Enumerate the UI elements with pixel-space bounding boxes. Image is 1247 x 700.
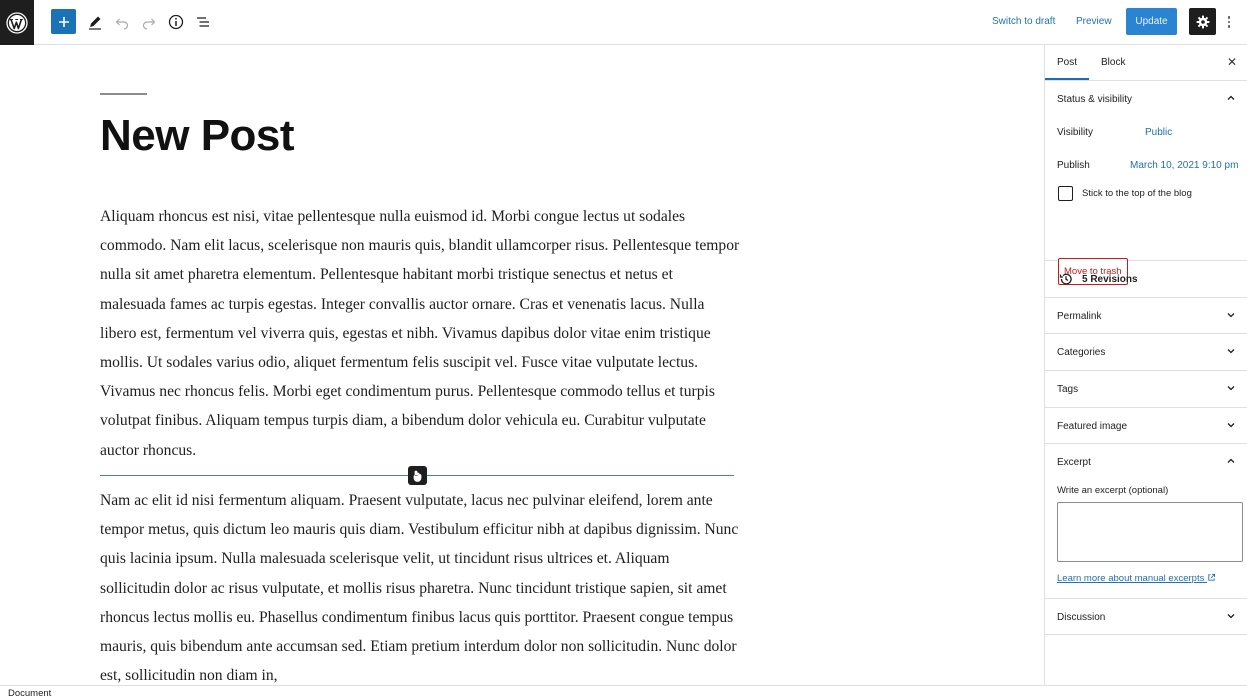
visibility-row [1045,117,1247,150]
redo-icon [141,14,157,30]
publish-date-toggle[interactable]: March 10, 2021 9:10 pm [1130,160,1239,171]
visibility-toggle[interactable]: Public [1145,127,1173,138]
chevron-down-icon [1225,610,1237,622]
close-icon[interactable]: ✕ [1226,55,1237,69]
panel-tags[interactable] [1045,371,1247,408]
preview-button[interactable]: Preview [1076,16,1112,27]
info-icon [168,14,184,30]
publish-row [1045,150,1247,183]
excerpt-textarea[interactable] [1057,502,1243,562]
switch-to-draft-button[interactable]: Switch to draft [992,16,1056,27]
settings-sidebar [1044,45,1247,685]
revisions-button[interactable] [1045,261,1247,298]
footer-breadcrumb [0,685,1247,700]
top-toolbar [0,0,1247,45]
sticky-label[interactable]: Stick to the top of the blog [1082,188,1192,199]
history-icon [1059,272,1073,286]
panel-permalink[interactable] [1045,298,1247,334]
panel-featured-image[interactable] [1045,408,1247,444]
learn-more-excerpts-link[interactable] [1057,573,1216,584]
undo-button[interactable] [109,9,135,35]
panel-toggle-excerpt[interactable] [1045,444,1247,480]
undo-icon [114,14,130,30]
pencil-icon [87,14,103,30]
sidebar-tabs [1045,45,1247,81]
panel-title: Discussion [1057,612,1106,623]
revisions-label: 5 Revisions [1082,274,1138,285]
list-view-icon [195,14,211,30]
panel-title: Status & visibility [1057,94,1133,105]
post-title[interactable]: New Post [100,111,295,160]
block-inserter-icon [412,470,423,482]
external-link-icon [1207,573,1216,582]
panel-discussion[interactable] [1045,599,1247,635]
panel-categories[interactable] [1045,334,1247,371]
title-separator [100,93,147,95]
tab-post[interactable]: Post [1057,57,1078,68]
panel-excerpt [1045,444,1247,599]
tools-button[interactable] [82,9,108,35]
update-button[interactable]: Update [1126,8,1177,35]
panel-toggle-status-visibility[interactable] [1045,81,1247,117]
redo-button[interactable] [136,9,162,35]
chevron-down-icon [1225,345,1237,357]
move-to-trash-button[interactable]: Move to trash [1058,258,1128,285]
panel-title: Featured image [1057,421,1128,432]
paragraph-block[interactable]: Nam ac elit id nisi fermentum aliquam. Praesent vulputate, lacus nec pulvinar eleifend, lorem ante tempor metus, quis dictum leo mauris quis diam. Vestibulum efficitur nibh at dapibus dignissim. Nunc quis lacinia ipsum. Nulla malesuada scelerisque velit, ut tincidunt risus ultrices et. Aliquam sollicitudin dolor ac risus vulputate, et mollis risus pharetra. Nunc tincidunt tristique sapien, sit amet rhoncus lectus mollis eu. Phasellus condimentum finibus lacus quis porttitor. Praesent congue tempus mauris, quis bibendum ante accumsan sed. Etiam pretium interdum dolor non sollicitudin. Nunc dolor est, sollicitudin non diam in, [100,492,739,685]
chevron-up-icon [1225,92,1237,104]
breadcrumb-document[interactable]: Document [8,688,52,699]
sticky-checkbox[interactable] [1058,186,1073,201]
panel-title: Categories [1057,347,1106,358]
panel-title: Excerpt [1057,457,1091,468]
details-button[interactable] [163,9,189,35]
publish-label: Publish [1057,160,1090,171]
learn-more-link-text[interactable]: Learn more about manual excerpts [1057,573,1205,584]
chevron-down-icon [1225,419,1237,431]
chevron-down-icon [1225,309,1237,321]
list-view-button[interactable] [190,9,216,35]
settings-button[interactable] [1189,8,1216,35]
chevron-down-icon [1225,382,1237,394]
editor-canvas [0,45,1044,685]
paragraph-block[interactable]: Aliquam rhoncus est nisi, vitae pellentesque nulla euismod id. Morbi congue lectus ut sodales commodo. Nam elit lacus, scelerisque non mauris quis, blandit ullamcorper risus. Pellentesque tempor nulla sit amet pharetra elementum. Pellentesque habitant morbi tristique senectus et netus et malesuada fames ac turpis egestas. Integer convallis auctor ornare. Cras et venenatis lacus. Nulla libero est, fermentum vel viverra quis, egestas et nibh. Vivamus dapibus dolor vitae enim tristique mollis. Ut sodales varius odio, aliquet fermentum felis suscipit vel. Fusce vitae vulputate lectus. Vivamus nec rhoncus felis. Morbi eget condimentum purus. Pellentesque commodo tellus et turpis volutpat finibus. Aliquam tempus turpis diam, a bibendum dolor vehicula eu. Curabitur vulputate auctor rhoncus. [100,208,740,459]
add-block-button[interactable] [51,9,76,34]
sticky-row [1045,183,1247,215]
panel-title: Permalink [1057,311,1102,322]
tab-block[interactable]: Block [1101,57,1126,68]
block-inserter-button[interactable] [408,466,427,485]
wordpress-logo-icon[interactable] [0,0,34,45]
panel-title: Tags [1057,384,1079,395]
plus-icon [58,16,70,28]
panel-status-visibility [1045,81,1247,277]
options-button[interactable] [1222,10,1236,34]
excerpt-field-label: Write an excerpt (optional) [1057,485,1169,496]
vertical-ellipsis-icon [1228,16,1231,19]
visibility-label: Visibility [1057,127,1093,138]
chevron-up-icon [1225,455,1237,467]
gear-icon [1196,15,1210,29]
